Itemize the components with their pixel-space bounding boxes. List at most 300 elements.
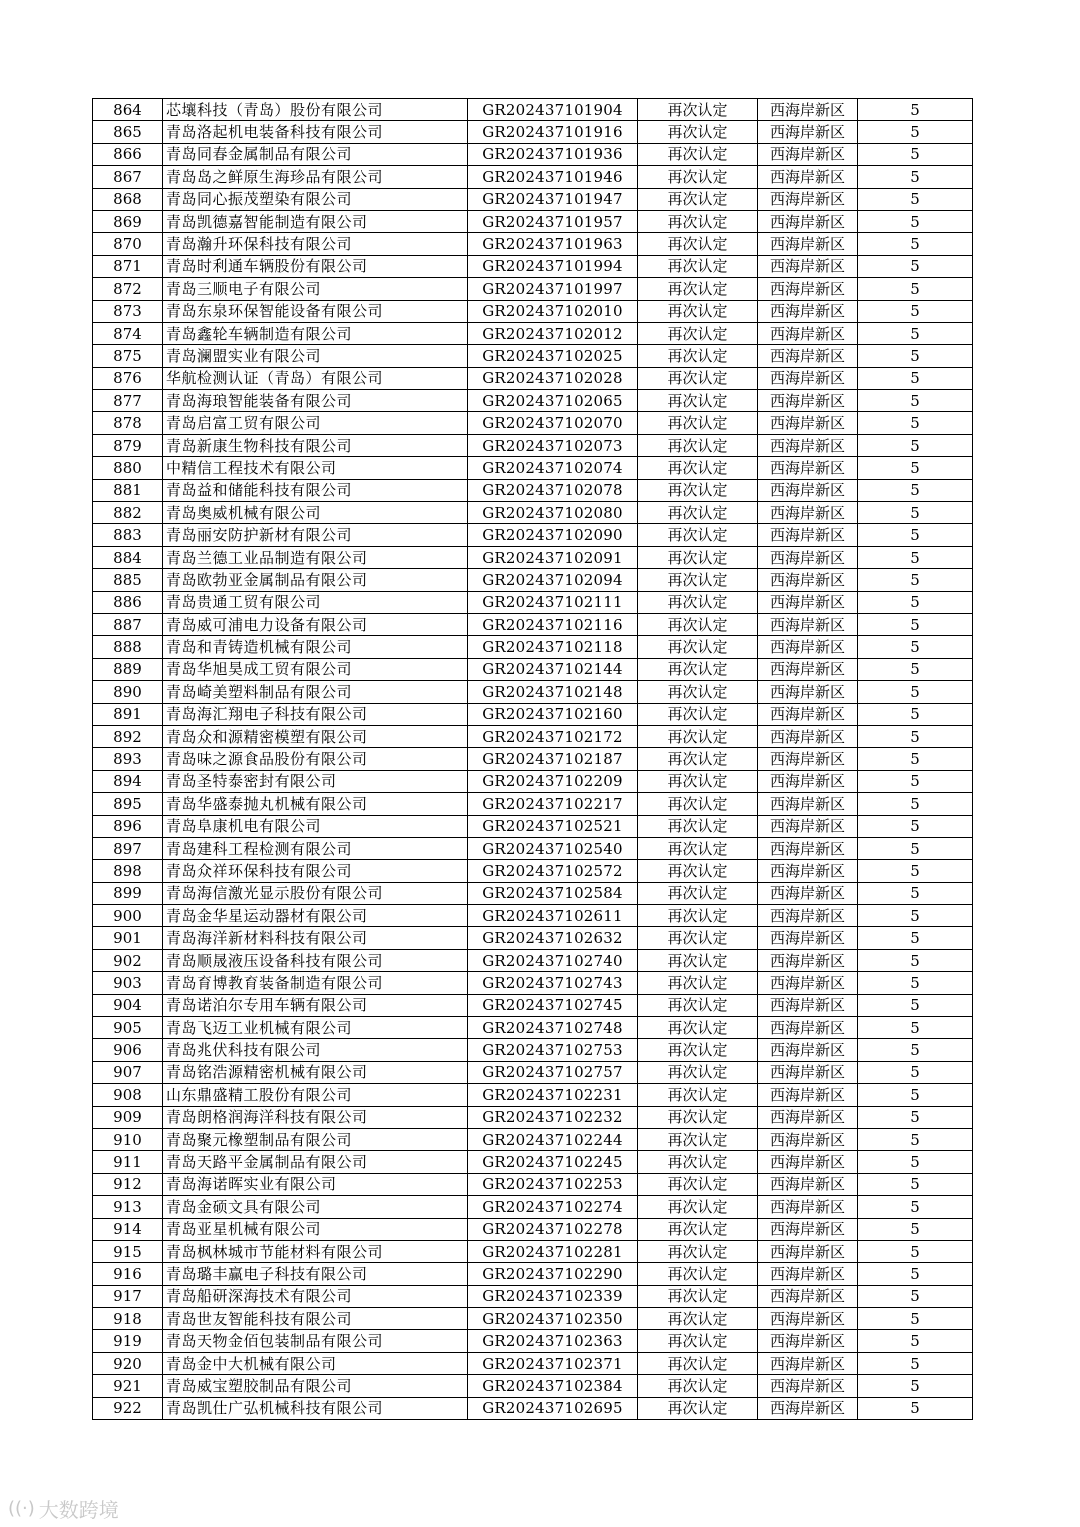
score-cell: 5 bbox=[858, 143, 973, 165]
score-cell: 5 bbox=[858, 390, 973, 412]
certification-type-cell: 再次认定 bbox=[638, 837, 758, 859]
table-row bbox=[93, 613, 973, 635]
table-row bbox=[93, 322, 973, 344]
certificate-code-cell: GR202437102025 bbox=[468, 345, 638, 367]
table-row bbox=[93, 815, 973, 837]
certification-type-cell: 再次认定 bbox=[638, 479, 758, 501]
certification-type-cell: 再次认定 bbox=[638, 815, 758, 837]
row-number-cell: 902 bbox=[93, 949, 163, 971]
table-row bbox=[93, 1263, 973, 1285]
score-cell: 5 bbox=[858, 546, 973, 568]
district-cell: 西海岸新区 bbox=[758, 1151, 858, 1173]
district-cell: 西海岸新区 bbox=[758, 815, 858, 837]
table-row bbox=[93, 882, 973, 904]
row-number-cell: 907 bbox=[93, 1061, 163, 1083]
company-name-cell: 青岛育博教育装备制造有限公司 bbox=[163, 972, 468, 994]
certification-type-cell: 再次认定 bbox=[638, 1263, 758, 1285]
company-name-cell: 青岛瀚升环保科技有限公司 bbox=[163, 233, 468, 255]
table-row bbox=[93, 546, 973, 568]
score-cell: 5 bbox=[858, 1196, 973, 1218]
certification-type-cell: 再次认定 bbox=[638, 1352, 758, 1374]
district-cell: 西海岸新区 bbox=[758, 793, 858, 815]
district-cell: 西海岸新区 bbox=[758, 121, 858, 143]
district-cell: 西海岸新区 bbox=[758, 860, 858, 882]
table-row bbox=[93, 748, 973, 770]
company-name-cell: 青岛华盛泰抛丸机械有限公司 bbox=[163, 793, 468, 815]
company-name-cell: 青岛金华星运动器材有限公司 bbox=[163, 905, 468, 927]
score-cell: 5 bbox=[858, 524, 973, 546]
row-number-cell: 896 bbox=[93, 815, 163, 837]
company-name-cell: 青岛天物金佰包装制品有限公司 bbox=[163, 1330, 468, 1352]
certificate-code-cell: GR202437101994 bbox=[468, 255, 638, 277]
table-row bbox=[93, 390, 973, 412]
score-cell: 5 bbox=[858, 681, 973, 703]
certification-type-cell: 再次认定 bbox=[638, 300, 758, 322]
certification-type-cell: 再次认定 bbox=[638, 367, 758, 389]
company-name-cell: 青岛兰德工业品制造有限公司 bbox=[163, 546, 468, 568]
certificate-code-cell: GR202437101963 bbox=[468, 233, 638, 255]
score-cell: 5 bbox=[858, 300, 973, 322]
row-number-cell: 865 bbox=[93, 121, 163, 143]
table-row bbox=[93, 1128, 973, 1150]
certificate-code-cell: GR202437102074 bbox=[468, 457, 638, 479]
district-cell: 西海岸新区 bbox=[758, 322, 858, 344]
certificate-code-cell: GR202437101904 bbox=[468, 99, 638, 121]
company-name-cell: 青岛顺晟液压设备科技有限公司 bbox=[163, 949, 468, 971]
score-cell: 5 bbox=[858, 412, 973, 434]
row-number-cell: 892 bbox=[93, 725, 163, 747]
certification-type-cell: 再次认定 bbox=[638, 860, 758, 882]
district-cell: 西海岸新区 bbox=[758, 658, 858, 680]
score-cell: 5 bbox=[858, 770, 973, 792]
company-name-cell: 青岛朗格润海洋科技有限公司 bbox=[163, 1106, 468, 1128]
certification-type-cell: 再次认定 bbox=[638, 1106, 758, 1128]
district-cell: 西海岸新区 bbox=[758, 99, 858, 121]
score-cell: 5 bbox=[858, 972, 973, 994]
watermark bbox=[8, 1494, 119, 1523]
company-name-cell: 青岛凯仕广弘机械科技有限公司 bbox=[163, 1397, 468, 1419]
row-number-cell: 918 bbox=[93, 1308, 163, 1330]
table-row bbox=[93, 770, 973, 792]
row-number-cell: 887 bbox=[93, 613, 163, 635]
table-row bbox=[93, 367, 973, 389]
certification-type-cell: 再次认定 bbox=[638, 1084, 758, 1106]
certificate-code-cell: GR202437102217 bbox=[468, 793, 638, 815]
district-cell: 西海岸新区 bbox=[758, 1375, 858, 1397]
company-name-cell: 华航检测认证（青岛）有限公司 bbox=[163, 367, 468, 389]
certificate-code-cell: GR202437102540 bbox=[468, 837, 638, 859]
certification-type-cell: 再次认定 bbox=[638, 972, 758, 994]
table-row bbox=[93, 793, 973, 815]
row-number-cell: 884 bbox=[93, 546, 163, 568]
certification-type-cell: 再次认定 bbox=[638, 770, 758, 792]
district-cell: 西海岸新区 bbox=[758, 748, 858, 770]
row-number-cell: 912 bbox=[93, 1173, 163, 1195]
score-cell: 5 bbox=[858, 1173, 973, 1195]
district-cell: 西海岸新区 bbox=[758, 636, 858, 658]
row-number-cell: 870 bbox=[93, 233, 163, 255]
district-cell: 西海岸新区 bbox=[758, 1397, 858, 1419]
row-number-cell: 885 bbox=[93, 569, 163, 591]
certificate-code-cell: GR202437102384 bbox=[468, 1375, 638, 1397]
row-number-cell: 898 bbox=[93, 860, 163, 882]
table-row bbox=[93, 681, 973, 703]
certificate-code-cell: GR202437101916 bbox=[468, 121, 638, 143]
district-cell: 西海岸新区 bbox=[758, 1106, 858, 1128]
company-name-cell: 青岛天路平金属制品有限公司 bbox=[163, 1151, 468, 1173]
company-name-cell: 青岛圣特泰密封有限公司 bbox=[163, 770, 468, 792]
company-name-cell: 芯壤科技（青岛）股份有限公司 bbox=[163, 99, 468, 121]
row-number-cell: 867 bbox=[93, 166, 163, 188]
district-cell: 西海岸新区 bbox=[758, 345, 858, 367]
table-row bbox=[93, 143, 973, 165]
company-name-cell: 青岛岛之鲜原生海珍品有限公司 bbox=[163, 166, 468, 188]
company-name-cell: 青岛海信激光显示股份有限公司 bbox=[163, 882, 468, 904]
score-cell: 5 bbox=[858, 1084, 973, 1106]
district-cell: 西海岸新区 bbox=[758, 188, 858, 210]
certification-type-cell: 再次认定 bbox=[638, 1308, 758, 1330]
district-cell: 西海岸新区 bbox=[758, 994, 858, 1016]
certification-type-cell: 再次认定 bbox=[638, 636, 758, 658]
certificate-code-cell: GR202437102172 bbox=[468, 725, 638, 747]
row-number-cell: 864 bbox=[93, 99, 163, 121]
district-cell: 西海岸新区 bbox=[758, 949, 858, 971]
table-row bbox=[93, 837, 973, 859]
company-name-cell: 青岛阜康机电有限公司 bbox=[163, 815, 468, 837]
district-cell: 西海岸新区 bbox=[758, 255, 858, 277]
district-cell: 西海岸新区 bbox=[758, 367, 858, 389]
certificate-code-cell: GR202437102160 bbox=[468, 703, 638, 725]
company-name-cell: 青岛诺泊尔专用车辆有限公司 bbox=[163, 994, 468, 1016]
certificate-code-cell: GR202437102611 bbox=[468, 905, 638, 927]
district-cell: 西海岸新区 bbox=[758, 1263, 858, 1285]
row-number-cell: 886 bbox=[93, 591, 163, 613]
certificate-code-cell: GR202437102070 bbox=[468, 412, 638, 434]
certificate-code-cell: GR202437102012 bbox=[468, 322, 638, 344]
certification-type-cell: 再次认定 bbox=[638, 278, 758, 300]
score-cell: 5 bbox=[858, 322, 973, 344]
score-cell: 5 bbox=[858, 860, 973, 882]
district-cell: 西海岸新区 bbox=[758, 703, 858, 725]
certificate-code-cell: GR202437101957 bbox=[468, 210, 638, 232]
score-cell: 5 bbox=[858, 1151, 973, 1173]
certificate-code-cell: GR202437102632 bbox=[468, 927, 638, 949]
company-name-cell: 青岛凯德嘉智能制造有限公司 bbox=[163, 210, 468, 232]
district-cell: 西海岸新区 bbox=[758, 1173, 858, 1195]
table-row bbox=[93, 1017, 973, 1039]
certificate-code-cell: GR202437102278 bbox=[468, 1218, 638, 1240]
certificate-code-cell: GR202437102144 bbox=[468, 658, 638, 680]
certificate-code-cell: GR202437102281 bbox=[468, 1240, 638, 1262]
score-cell: 5 bbox=[858, 1375, 973, 1397]
row-number-cell: 895 bbox=[93, 793, 163, 815]
score-cell: 5 bbox=[858, 1397, 973, 1419]
district-cell: 西海岸新区 bbox=[758, 412, 858, 434]
certification-type-cell: 再次认定 bbox=[638, 1173, 758, 1195]
table-row bbox=[93, 166, 973, 188]
company-name-cell: 青岛启富工贸有限公司 bbox=[163, 412, 468, 434]
table-row bbox=[93, 1196, 973, 1218]
row-number-cell: 916 bbox=[93, 1263, 163, 1285]
row-number-cell: 915 bbox=[93, 1240, 163, 1262]
score-cell: 5 bbox=[858, 502, 973, 524]
certificate-code-cell: GR202437102116 bbox=[468, 613, 638, 635]
certification-type-cell: 再次认定 bbox=[638, 233, 758, 255]
certificate-code-cell: GR202437102091 bbox=[468, 546, 638, 568]
certification-type-cell: 再次认定 bbox=[638, 143, 758, 165]
table-row bbox=[93, 860, 973, 882]
row-number-cell: 900 bbox=[93, 905, 163, 927]
data-table bbox=[92, 98, 973, 1420]
district-cell: 西海岸新区 bbox=[758, 1084, 858, 1106]
certificate-code-cell: GR202437102028 bbox=[468, 367, 638, 389]
certificate-code-cell: GR202437101946 bbox=[468, 166, 638, 188]
table-row bbox=[93, 591, 973, 613]
certification-type-cell: 再次认定 bbox=[638, 255, 758, 277]
row-number-cell: 909 bbox=[93, 1106, 163, 1128]
certificate-code-cell: GR202437102073 bbox=[468, 434, 638, 456]
certification-type-cell: 再次认定 bbox=[638, 1061, 758, 1083]
district-cell: 西海岸新区 bbox=[758, 770, 858, 792]
certificate-code-cell: GR202437102232 bbox=[468, 1106, 638, 1128]
certification-type-cell: 再次认定 bbox=[638, 681, 758, 703]
table-row bbox=[93, 278, 973, 300]
certification-type-cell: 再次认定 bbox=[638, 703, 758, 725]
district-cell: 西海岸新区 bbox=[758, 591, 858, 613]
table-row bbox=[93, 949, 973, 971]
table-row bbox=[93, 1039, 973, 1061]
score-cell: 5 bbox=[858, 1039, 973, 1061]
district-cell: 西海岸新区 bbox=[758, 524, 858, 546]
table-row bbox=[93, 1061, 973, 1083]
district-cell: 西海岸新区 bbox=[758, 905, 858, 927]
table-row bbox=[93, 1308, 973, 1330]
row-number-cell: 899 bbox=[93, 882, 163, 904]
table-row bbox=[93, 972, 973, 994]
row-number-cell: 894 bbox=[93, 770, 163, 792]
district-cell: 西海岸新区 bbox=[758, 882, 858, 904]
row-number-cell: 911 bbox=[93, 1151, 163, 1173]
score-cell: 5 bbox=[858, 99, 973, 121]
score-cell: 5 bbox=[858, 1061, 973, 1083]
table-row bbox=[93, 99, 973, 121]
certification-type-cell: 再次认定 bbox=[638, 166, 758, 188]
table-row bbox=[93, 300, 973, 322]
certificate-code-cell: GR202437102290 bbox=[468, 1263, 638, 1285]
table-row bbox=[93, 502, 973, 524]
score-cell: 5 bbox=[858, 233, 973, 255]
district-cell: 西海岸新区 bbox=[758, 546, 858, 568]
certification-type-cell: 再次认定 bbox=[638, 748, 758, 770]
table-row bbox=[93, 1173, 973, 1195]
company-name-cell: 青岛金中大机械有限公司 bbox=[163, 1352, 468, 1374]
district-cell: 西海岸新区 bbox=[758, 681, 858, 703]
row-number-cell: 883 bbox=[93, 524, 163, 546]
row-number-cell: 881 bbox=[93, 479, 163, 501]
table-row bbox=[93, 188, 973, 210]
table-row bbox=[93, 1397, 973, 1419]
watermark-text: 大数跨境 bbox=[38, 1498, 119, 1522]
table-row bbox=[93, 457, 973, 479]
company-name-cell: 青岛亚星机械有限公司 bbox=[163, 1218, 468, 1240]
certification-type-cell: 再次认定 bbox=[638, 569, 758, 591]
certification-type-cell: 再次认定 bbox=[638, 546, 758, 568]
certificate-code-cell: GR202437102010 bbox=[468, 300, 638, 322]
certificate-code-cell: GR202437102748 bbox=[468, 1017, 638, 1039]
certificate-code-cell: GR202437102078 bbox=[468, 479, 638, 501]
certification-type-cell: 再次认定 bbox=[638, 457, 758, 479]
row-number-cell: 893 bbox=[93, 748, 163, 770]
company-name-cell: 中精信工程技术有限公司 bbox=[163, 457, 468, 479]
company-name-cell: 青岛益和储能科技有限公司 bbox=[163, 479, 468, 501]
certification-type-cell: 再次认定 bbox=[638, 210, 758, 232]
certification-type-cell: 再次认定 bbox=[638, 1240, 758, 1262]
score-cell: 5 bbox=[858, 837, 973, 859]
score-cell: 5 bbox=[858, 725, 973, 747]
certificate-code-cell: GR202437101997 bbox=[468, 278, 638, 300]
certificate-code-cell: GR202437102118 bbox=[468, 636, 638, 658]
certification-type-cell: 再次认定 bbox=[638, 949, 758, 971]
certificate-code-cell: GR202437102753 bbox=[468, 1039, 638, 1061]
table-row bbox=[93, 412, 973, 434]
score-cell: 5 bbox=[858, 457, 973, 479]
score-cell: 5 bbox=[858, 278, 973, 300]
certificate-code-cell: GR202437102350 bbox=[468, 1308, 638, 1330]
score-cell: 5 bbox=[858, 1352, 973, 1374]
table-row bbox=[93, 1330, 973, 1352]
score-cell: 5 bbox=[858, 994, 973, 1016]
certificate-code-cell: GR202437102572 bbox=[468, 860, 638, 882]
company-name-cell: 青岛新康生物科技有限公司 bbox=[163, 434, 468, 456]
row-number-cell: 873 bbox=[93, 300, 163, 322]
row-number-cell: 891 bbox=[93, 703, 163, 725]
certificate-code-cell: GR202437102148 bbox=[468, 681, 638, 703]
row-number-cell: 866 bbox=[93, 143, 163, 165]
row-number-cell: 877 bbox=[93, 390, 163, 412]
company-name-cell: 青岛船研深海技术有限公司 bbox=[163, 1285, 468, 1307]
table-row bbox=[93, 658, 973, 680]
certification-type-cell: 再次认定 bbox=[638, 1017, 758, 1039]
district-cell: 西海岸新区 bbox=[758, 278, 858, 300]
row-number-cell: 890 bbox=[93, 681, 163, 703]
row-number-cell: 879 bbox=[93, 434, 163, 456]
row-number-cell: 874 bbox=[93, 322, 163, 344]
table-row bbox=[93, 1106, 973, 1128]
certification-type-cell: 再次认定 bbox=[638, 502, 758, 524]
company-name-cell: 山东鼎盛精工股份有限公司 bbox=[163, 1084, 468, 1106]
certificate-code-cell: GR202437101947 bbox=[468, 188, 638, 210]
score-cell: 5 bbox=[858, 927, 973, 949]
score-cell: 5 bbox=[858, 1285, 973, 1307]
row-number-cell: 917 bbox=[93, 1285, 163, 1307]
score-cell: 5 bbox=[858, 569, 973, 591]
row-number-cell: 889 bbox=[93, 658, 163, 680]
row-number-cell: 919 bbox=[93, 1330, 163, 1352]
table-row bbox=[93, 1352, 973, 1374]
table-body bbox=[93, 99, 973, 1420]
district-cell: 西海岸新区 bbox=[758, 972, 858, 994]
company-name-cell: 青岛东泉环保智能设备有限公司 bbox=[163, 300, 468, 322]
certificate-code-cell: GR202437102745 bbox=[468, 994, 638, 1016]
table-row bbox=[93, 994, 973, 1016]
certificate-code-cell: GR202437102274 bbox=[468, 1196, 638, 1218]
company-name-cell: 青岛同心振茂塑染有限公司 bbox=[163, 188, 468, 210]
table-row bbox=[93, 345, 973, 367]
certification-type-cell: 再次认定 bbox=[638, 1128, 758, 1150]
score-cell: 5 bbox=[858, 949, 973, 971]
table-row bbox=[93, 210, 973, 232]
district-cell: 西海岸新区 bbox=[758, 1330, 858, 1352]
district-cell: 西海岸新区 bbox=[758, 725, 858, 747]
table-row bbox=[93, 1084, 973, 1106]
certification-type-cell: 再次认定 bbox=[638, 1330, 758, 1352]
score-cell: 5 bbox=[858, 367, 973, 389]
score-cell: 5 bbox=[858, 1240, 973, 1262]
district-cell: 西海岸新区 bbox=[758, 502, 858, 524]
district-cell: 西海岸新区 bbox=[758, 613, 858, 635]
company-name-cell: 青岛三顺电子有限公司 bbox=[163, 278, 468, 300]
company-name-cell: 青岛铭浩源精密机械有限公司 bbox=[163, 1061, 468, 1083]
watermark-logo-icon: ((·) bbox=[8, 1498, 35, 1519]
score-cell: 5 bbox=[858, 255, 973, 277]
company-name-cell: 青岛众祥环保科技有限公司 bbox=[163, 860, 468, 882]
score-cell: 5 bbox=[858, 1218, 973, 1240]
score-cell: 5 bbox=[858, 434, 973, 456]
certificate-code-cell: GR202437102757 bbox=[468, 1061, 638, 1083]
district-cell: 西海岸新区 bbox=[758, 1218, 858, 1240]
certificate-code-cell: GR202437102245 bbox=[468, 1151, 638, 1173]
score-cell: 5 bbox=[858, 613, 973, 635]
certificate-code-cell: GR202437102187 bbox=[468, 748, 638, 770]
district-cell: 西海岸新区 bbox=[758, 457, 858, 479]
district-cell: 西海岸新区 bbox=[758, 927, 858, 949]
company-name-cell: 青岛聚元橡塑制品有限公司 bbox=[163, 1128, 468, 1150]
district-cell: 西海岸新区 bbox=[758, 166, 858, 188]
certification-type-cell: 再次认定 bbox=[638, 322, 758, 344]
table-row bbox=[93, 905, 973, 927]
certificate-code-cell: GR202437102209 bbox=[468, 770, 638, 792]
certification-type-cell: 再次认定 bbox=[638, 412, 758, 434]
certificate-code-cell: GR202437102695 bbox=[468, 1397, 638, 1419]
company-name-cell: 青岛欧勃亚金属制品有限公司 bbox=[163, 569, 468, 591]
district-cell: 西海岸新区 bbox=[758, 233, 858, 255]
row-number-cell: 920 bbox=[93, 1352, 163, 1374]
score-cell: 5 bbox=[858, 1128, 973, 1150]
certification-type-cell: 再次认定 bbox=[638, 345, 758, 367]
certification-type-cell: 再次认定 bbox=[638, 1039, 758, 1061]
row-number-cell: 901 bbox=[93, 927, 163, 949]
certificate-code-cell: GR202437102584 bbox=[468, 882, 638, 904]
district-cell: 西海岸新区 bbox=[758, 1308, 858, 1330]
certification-type-cell: 再次认定 bbox=[638, 1196, 758, 1218]
company-name-cell: 青岛威宝塑胶制品有限公司 bbox=[163, 1375, 468, 1397]
certificate-code-cell: GR202437102231 bbox=[468, 1084, 638, 1106]
certification-type-cell: 再次认定 bbox=[638, 121, 758, 143]
score-cell: 5 bbox=[858, 591, 973, 613]
score-cell: 5 bbox=[858, 1308, 973, 1330]
score-cell: 5 bbox=[858, 1017, 973, 1039]
certificate-code-cell: GR202437102094 bbox=[468, 569, 638, 591]
certification-type-cell: 再次认定 bbox=[638, 905, 758, 927]
certification-type-cell: 再次认定 bbox=[638, 591, 758, 613]
district-cell: 西海岸新区 bbox=[758, 837, 858, 859]
company-name-cell: 青岛同春金属制品有限公司 bbox=[163, 143, 468, 165]
table-row bbox=[93, 1285, 973, 1307]
certificate-code-cell: GR202437102363 bbox=[468, 1330, 638, 1352]
certificate-code-cell: GR202437102090 bbox=[468, 524, 638, 546]
company-name-cell: 青岛奥威机械有限公司 bbox=[163, 502, 468, 524]
table-row bbox=[93, 255, 973, 277]
